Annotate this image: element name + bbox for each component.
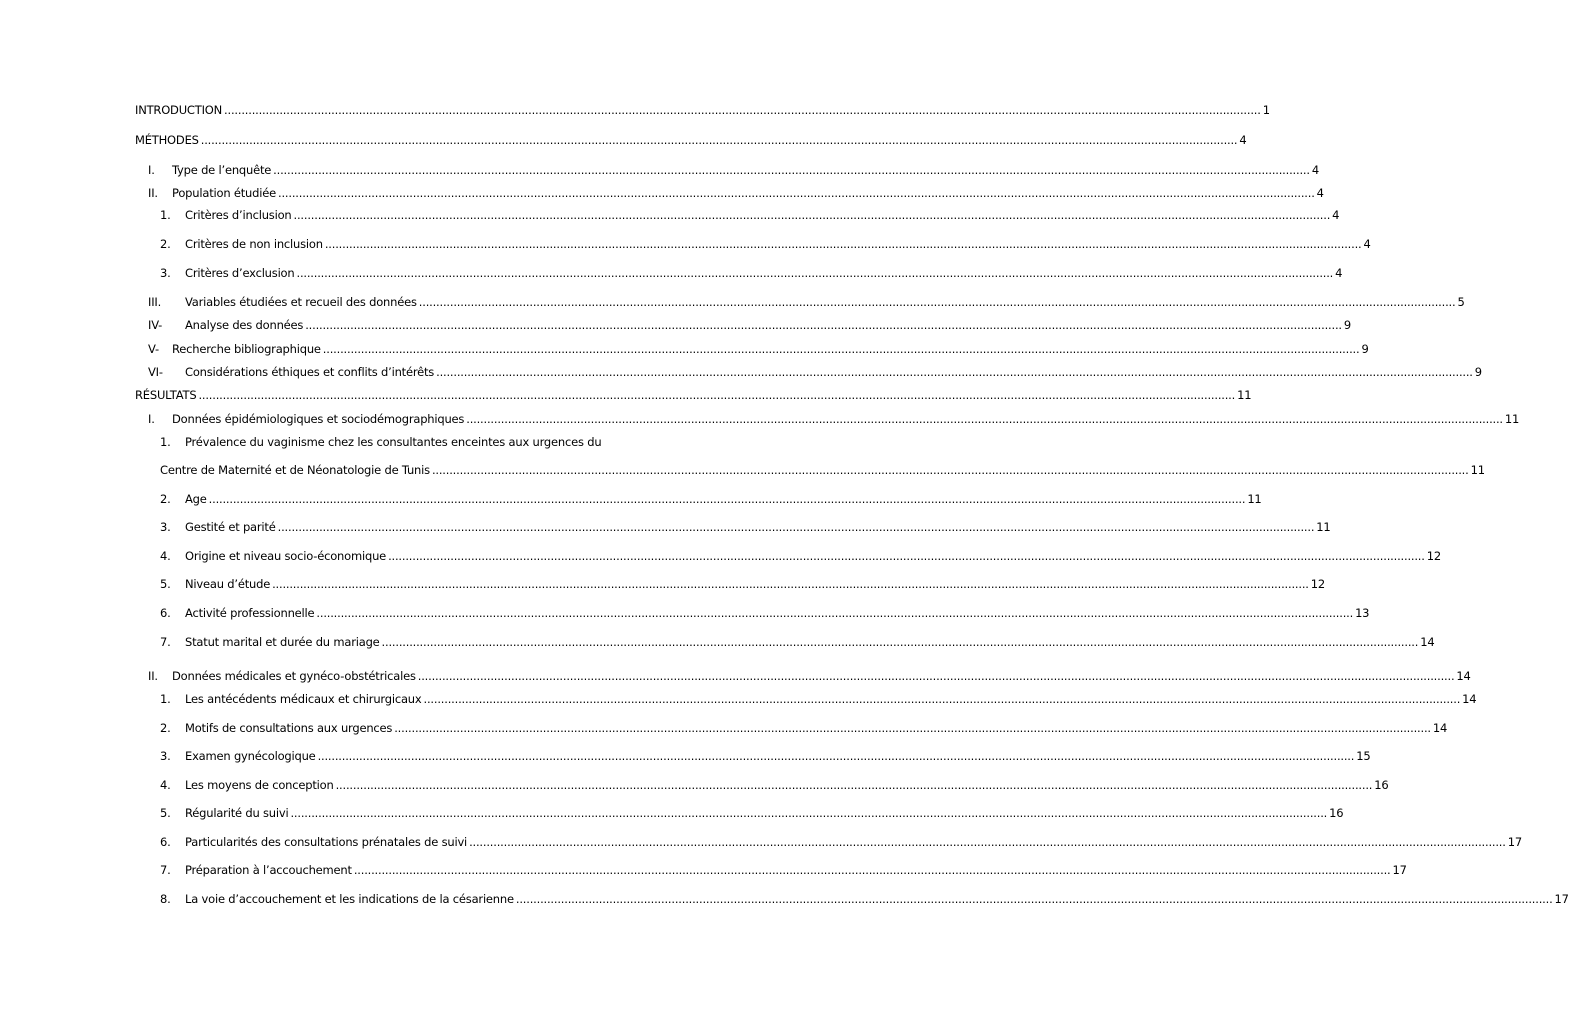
toc-entry[interactable] (172, 411, 1520, 427)
toc-page-number: 5 (1457, 295, 1465, 309)
toc-entry-label: INTRODUCTION (135, 103, 223, 117)
toc-entry-label: Origine et niveau socio-économique (185, 549, 387, 563)
toc-entry-label: Variables étudiées et recueil des données (185, 295, 417, 309)
dot-leader: ............................................................................................................................................................................................................................................................................................................ (200, 133, 1238, 147)
dot-leader: ............................................................................................................................................................................................................................................................................................................ (353, 863, 1391, 877)
toc-entry[interactable] (185, 317, 1351, 333)
dot-leader: ............................................................................................................................................................................................................................................................................................................ (290, 806, 1328, 820)
toc-entry-label: Les antécédents médicaux et chirurgicaux (185, 692, 422, 706)
toc-entry-label: Activité professionnelle (185, 606, 315, 620)
toc-page-number: 9 (1343, 318, 1351, 332)
dot-leader: ............................................................................................................................................................................................................................................................................................................ (388, 549, 1425, 563)
toc-page-number: 14 (1432, 721, 1448, 735)
toc-entry-label: Critères d’inclusion (185, 208, 292, 222)
dot-leader: ............................................................................................................................................................................................................................................................................................................ (317, 749, 1355, 763)
toc-entry-number: II. (148, 186, 158, 200)
toc-entry[interactable] (185, 548, 1441, 564)
toc-page-number: 14 (1462, 692, 1477, 706)
toc-page-number: 12 (1426, 549, 1441, 563)
toc-entry-number: 6. (160, 835, 171, 849)
toc-entry-label: RÉSULTATS (135, 388, 197, 402)
dot-leader: ............................................................................................................................................................................................................................................................................................................ (431, 463, 1469, 477)
toc-entry[interactable] (185, 720, 1448, 736)
toc-entry[interactable] (185, 834, 1522, 850)
toc-entry-number: 4. (160, 778, 171, 792)
toc-entry[interactable] (172, 185, 1324, 201)
dot-leader: ............................................................................................................................................................................................................................................................................................................ (322, 342, 1360, 356)
toc-entry-label: Population étudiée (172, 186, 276, 200)
toc-page-number: 4 (1363, 237, 1371, 251)
toc-entry-label: Examen gynécologique (185, 749, 316, 763)
dot-leader: ............................................................................................................................................................................................................................................................................................................ (293, 208, 1331, 222)
toc-entry-label: Niveau d’étude (185, 577, 271, 591)
toc-entry[interactable] (185, 634, 1435, 650)
toc-entry[interactable] (135, 132, 1247, 148)
toc-page-number: 15 (1356, 749, 1371, 763)
toc-entry-number: 2. (160, 721, 171, 735)
dot-leader: ............................................................................................................................................................................................................................................................................................................ (198, 388, 1236, 402)
toc-entry[interactable] (160, 462, 1485, 478)
toc-page-number: 9 (1361, 342, 1369, 356)
toc-entry-number: 1. (160, 435, 171, 449)
toc-entry[interactable] (185, 891, 1569, 907)
toc-page-number: 12 (1310, 577, 1325, 591)
toc-entry-label: Recherche bibliographique (172, 342, 321, 356)
dot-leader: ............................................................................................................................................................................................................................................................................................................ (305, 318, 1342, 332)
toc-entry-label: Données épidémiologiques et sociodémographiques (172, 412, 465, 426)
toc-entry[interactable] (185, 691, 1477, 707)
toc-entry-number: 4. (160, 549, 171, 563)
toc-entry[interactable] (172, 668, 1471, 684)
toc-entry-number: III. (148, 295, 162, 309)
toc-entry-number: V- (148, 342, 159, 356)
toc-entry-label: Centre de Maternité et de Néonatologie de Tunis (160, 463, 430, 477)
toc-entry-label: Age (185, 492, 207, 506)
toc-entry-number: I. (148, 412, 155, 426)
toc-page-number: 11 (1504, 412, 1520, 426)
toc-entry[interactable] (185, 294, 1465, 310)
dot-leader: ............................................................................................................................................................................................................................................................................................................ (417, 669, 1455, 683)
toc-entry[interactable] (135, 102, 1270, 118)
toc-entry-label: Gestité et parité (185, 520, 276, 534)
dot-leader: ............................................................................................................................................................................................................................................................................................................ (316, 606, 1354, 620)
toc-entry[interactable] (135, 387, 1252, 403)
dot-leader: ............................................................................................................................................................................................................................................................................................................ (296, 266, 1334, 280)
toc-entry-label: Considérations éthiques et conflits d’intérêts (185, 365, 435, 379)
toc-entry-number: 1. (160, 208, 171, 222)
toc-entry[interactable] (185, 207, 1340, 223)
toc-entry-number: 1. (160, 692, 171, 706)
dot-leader: ............................................................................................................................................................................................................................................................................................................ (515, 892, 1553, 906)
dot-leader: ............................................................................................................................................................................................................................................................................................................ (436, 365, 1473, 379)
dot-leader: ............................................................................................................................................................................................................................................................................................................ (469, 835, 1506, 849)
toc-entry[interactable] (185, 364, 1482, 380)
toc-entry-number: 7. (160, 635, 171, 649)
toc-entry-label: Les moyens de conception (185, 778, 334, 792)
toc-entry[interactable] (185, 777, 1389, 793)
toc-entry-label: Critères de non inclusion (185, 237, 323, 251)
toc-entry[interactable] (185, 748, 1371, 764)
toc-entry[interactable] (185, 605, 1370, 621)
toc-entry-number: IV- (148, 318, 163, 332)
dot-leader: ............................................................................................................................................................................................................................................................................................................ (418, 295, 1456, 309)
toc-entry-label: Motifs de consultations aux urgences (185, 721, 393, 735)
toc-entry[interactable] (172, 162, 1319, 178)
toc-entry-label: Régularité du suivi (185, 806, 289, 820)
toc-page-number: 13 (1355, 606, 1370, 620)
dot-leader: ............................................................................................................................................................................................................................................................................................................ (208, 492, 1246, 506)
toc-entry[interactable] (185, 491, 1262, 507)
toc-page-number: 17 (1392, 863, 1407, 877)
toc-entry[interactable] (172, 341, 1369, 357)
toc-entry[interactable] (185, 576, 1325, 592)
toc-entry-number: 8. (160, 892, 171, 906)
toc-entry-label: MÉTHODES (135, 133, 199, 147)
dot-leader: ............................................................................................................................................................................................................................................................................................................ (335, 778, 1373, 792)
dot-leader: ............................................................................................................................................................................................................................................................................................................ (381, 635, 1419, 649)
toc-page-number: 16 (1374, 778, 1389, 792)
toc-entry-label: Statut marital et durée du mariage (185, 635, 380, 649)
toc-page-number: 9 (1474, 365, 1482, 379)
toc-entry-label[interactable]: Prévalence du vaginisme chez les consultantes enceintes aux urgences du (185, 435, 602, 449)
toc-page-number: 1 (1262, 103, 1270, 117)
toc-page-number: 14 (1456, 669, 1471, 683)
dot-leader: ............................................................................................................................................................................................................................................................................................................ (394, 721, 1431, 735)
toc-entry-label: La voie d’accouchement et les indications de la césarienne (185, 892, 514, 906)
toc-entry-number: 5. (160, 806, 171, 820)
toc-page-number: 14 (1420, 635, 1435, 649)
toc-entry-number: 7. (160, 863, 171, 877)
dot-leader: ............................................................................................................................................................................................................................................................................................................ (466, 412, 1503, 426)
toc-entry-number: VI- (148, 365, 163, 379)
toc-entry-label: Critères d’exclusion (185, 266, 295, 280)
toc-entry[interactable] (185, 236, 1371, 252)
toc-entry-number: 2. (160, 237, 171, 251)
toc-entry-number: 3. (160, 266, 171, 280)
toc-entry-number: 3. (160, 520, 171, 534)
dot-leader: ............................................................................................................................................................................................................................................................................................................ (324, 237, 1362, 251)
dot-leader: ............................................................................................................................................................................................................................................................................................................ (224, 103, 1261, 117)
toc-entry-number: II. (148, 669, 158, 683)
toc-page-number: 11 (1247, 492, 1262, 506)
toc-entry-label: Préparation à l’accouchement (185, 863, 352, 877)
toc-page-number: 11 (1237, 388, 1252, 402)
toc-page-number: 11 (1470, 463, 1485, 477)
toc-entry[interactable] (185, 519, 1331, 535)
toc-page-number: 4 (1239, 133, 1247, 147)
toc-page-number: 11 (1316, 520, 1331, 534)
toc-entry[interactable] (185, 862, 1407, 878)
toc-page-number: 17 (1507, 835, 1522, 849)
dot-leader: ............................................................................................................................................................................................................................................................................................................ (272, 577, 1309, 591)
dot-leader: ............................................................................................................................................................................................................................................................................................................ (273, 163, 1310, 177)
toc-page-number: 4 (1335, 266, 1343, 280)
toc-entry[interactable] (185, 265, 1343, 281)
toc-entry-label: Type de l’enquête (172, 163, 272, 177)
toc-entry-number: 2. (160, 492, 171, 506)
toc-entry-label: Données médicales et gynéco-obstétricales (172, 669, 416, 683)
toc-entry[interactable] (185, 805, 1344, 821)
toc-entry-label: Analyse des données (185, 318, 304, 332)
dot-leader: ............................................................................................................................................................................................................................................................................................................ (423, 692, 1461, 706)
dot-leader: ............................................................................................................................................................................................................................................................................................................ (277, 520, 1315, 534)
toc-page-number: 16 (1329, 806, 1344, 820)
toc-entry-label: Particularités des consultations prénatales de suivi (185, 835, 468, 849)
toc-page-number: 4 (1311, 163, 1319, 177)
toc-page-number: 4 (1316, 186, 1324, 200)
toc-entry-number: 6. (160, 606, 171, 620)
toc-entry-number: 3. (160, 749, 171, 763)
toc-entry-number: 5. (160, 577, 171, 591)
toc-page-number: 17 (1554, 892, 1569, 906)
dot-leader: ............................................................................................................................................................................................................................................................................................................ (278, 186, 1315, 200)
toc-page-number: 4 (1332, 208, 1340, 222)
toc-entry-number: I. (148, 163, 155, 177)
